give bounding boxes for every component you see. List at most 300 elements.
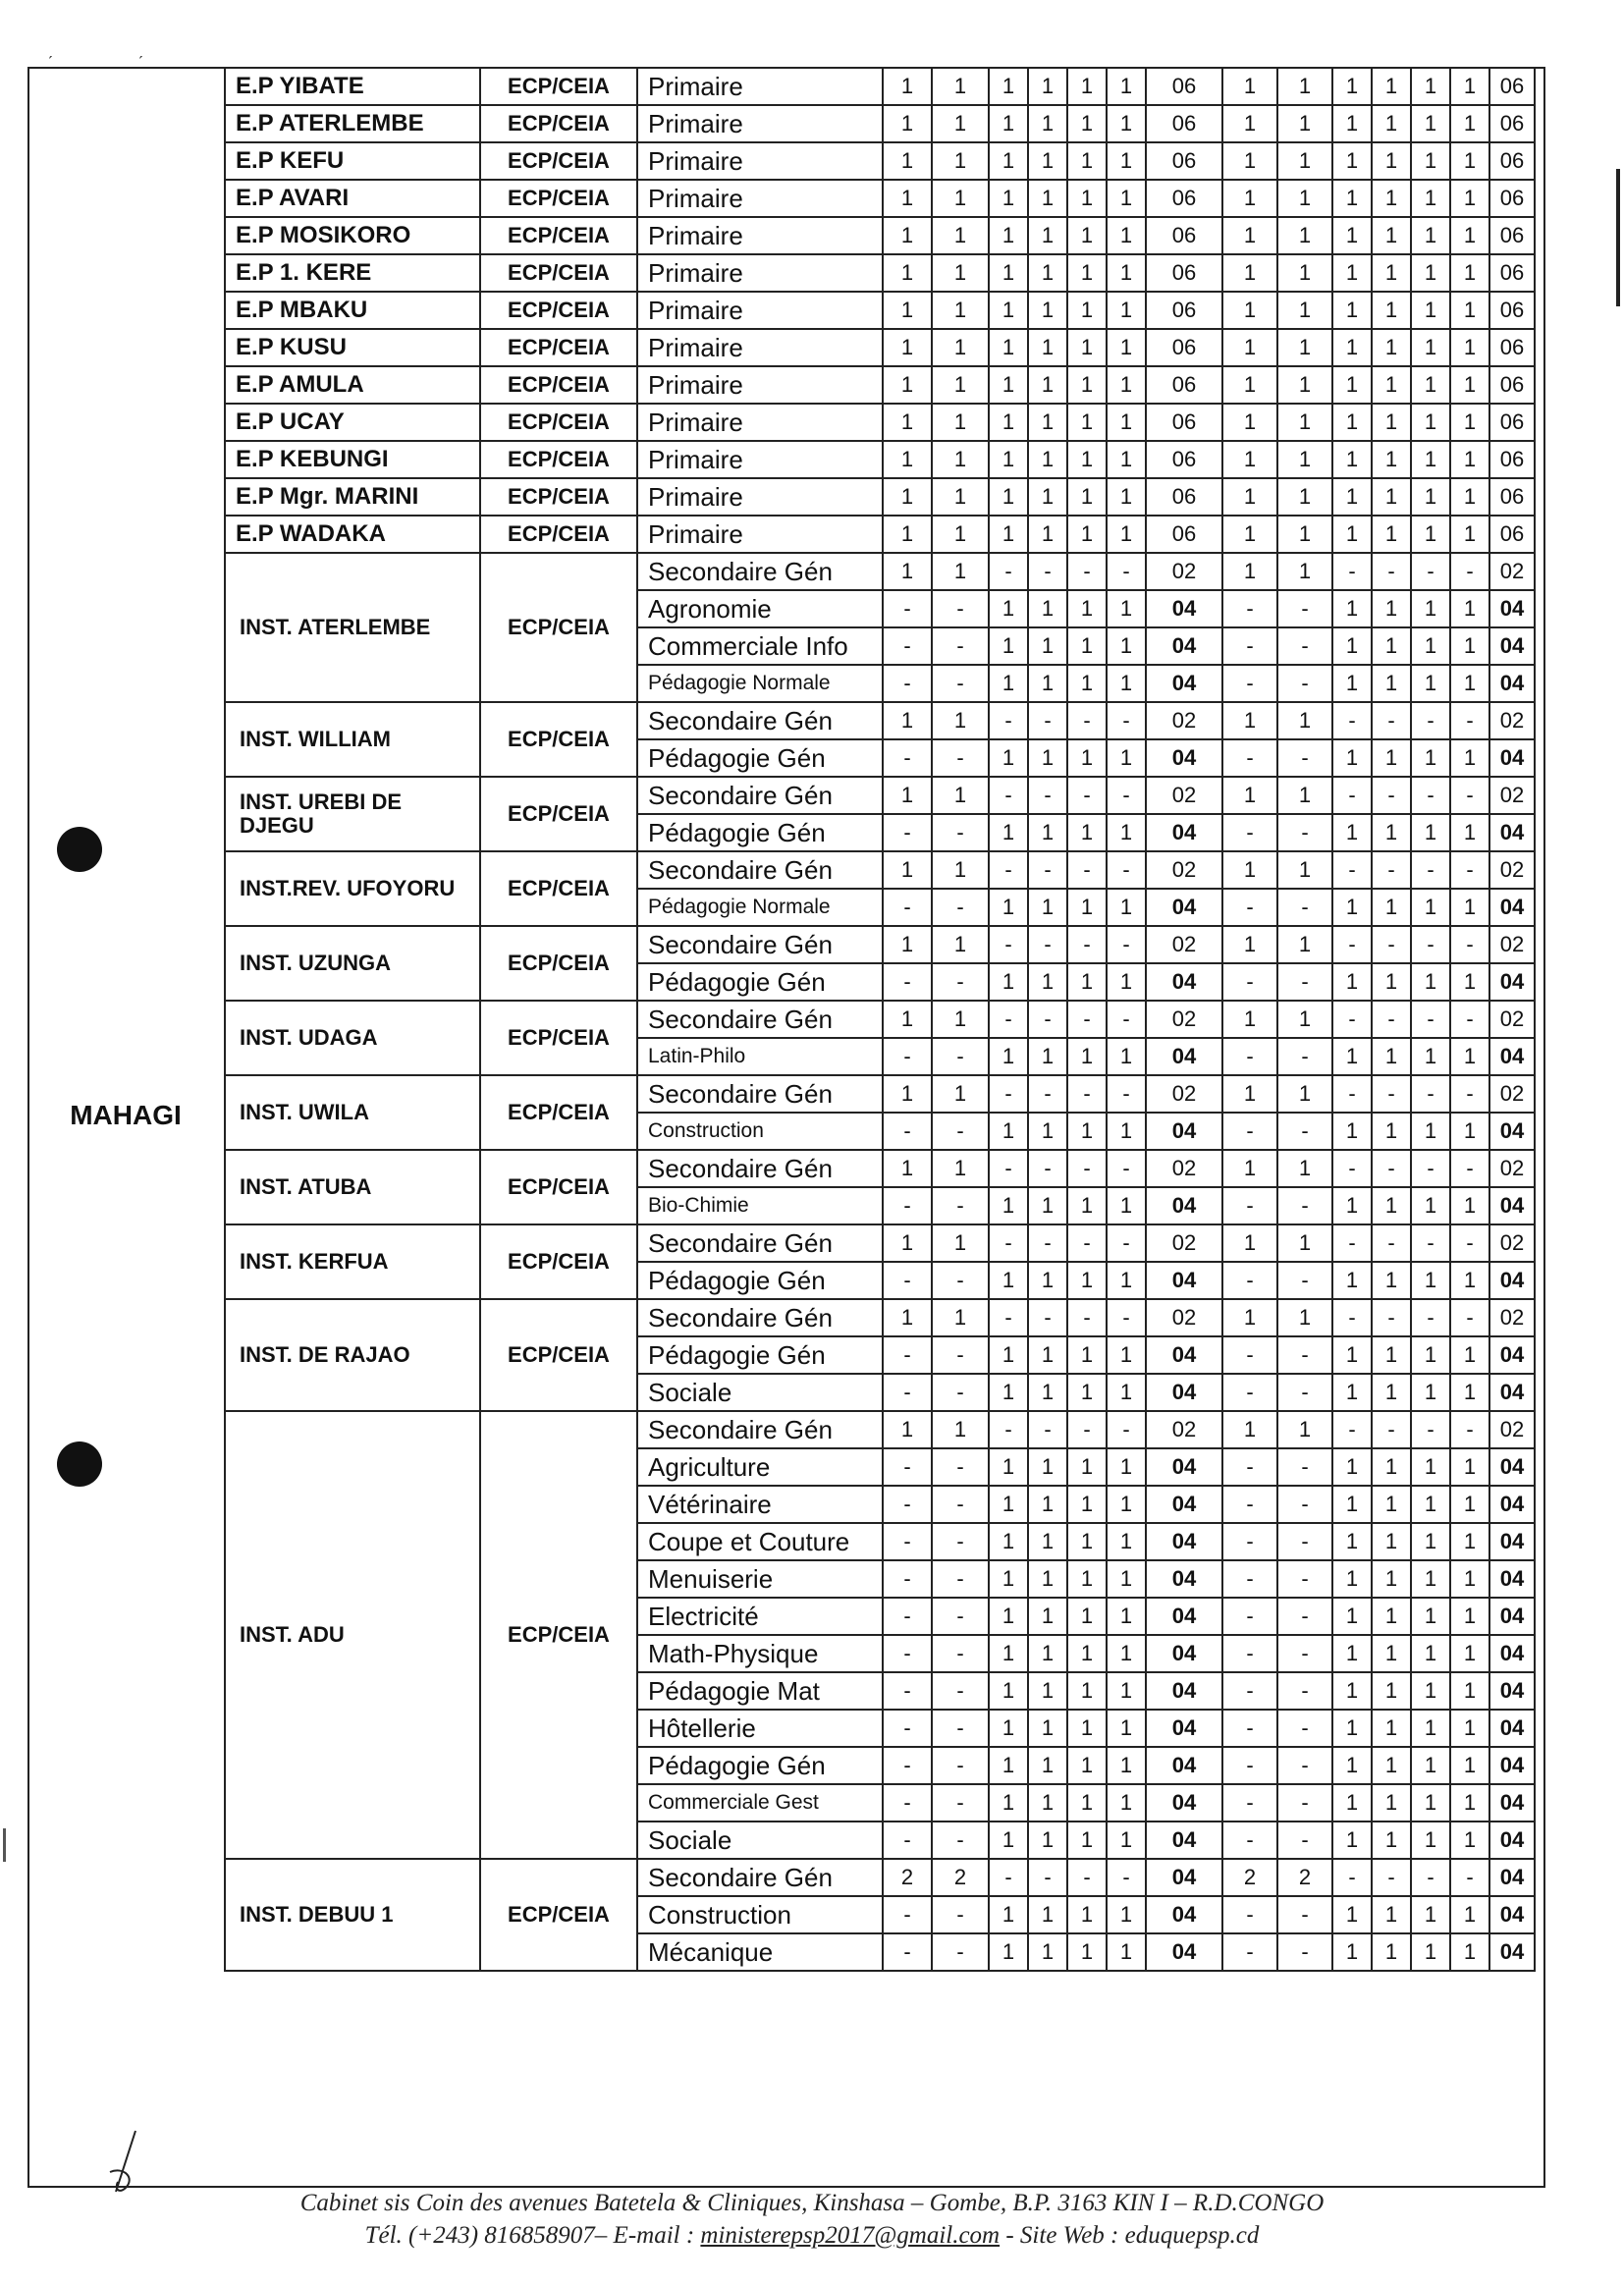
count-cell: 1: [1411, 1710, 1450, 1747]
section-cell: Primaire: [637, 404, 883, 441]
count-cell: 1: [1067, 180, 1107, 217]
table-row: [225, 329, 1535, 366]
count-cell: 1: [1332, 329, 1372, 366]
school-name-cell: INST. UREBI DE DJEGU: [225, 777, 480, 851]
total-cell: 06: [1489, 217, 1535, 254]
count-cell: 1: [1107, 1113, 1146, 1150]
section-cell: Primaire: [637, 68, 883, 105]
count-cell: 1: [1450, 105, 1489, 142]
count-cell: -: [1450, 1001, 1489, 1038]
count-cell: 1: [1107, 1448, 1146, 1486]
count-cell: 1: [1332, 180, 1372, 217]
count-cell: -: [1107, 851, 1146, 889]
count-cell: 1: [1372, 1635, 1411, 1672]
count-cell: 1: [1411, 1560, 1450, 1598]
count-cell: 1: [989, 180, 1028, 217]
count-cell: 1: [1332, 1374, 1372, 1411]
total-cell: 06: [1489, 142, 1535, 180]
count-cell: 1: [1222, 926, 1277, 963]
total-cell: 04: [1146, 590, 1222, 627]
count-cell: 1: [1107, 1710, 1146, 1747]
count-cell: 1: [989, 1336, 1028, 1374]
section-cell: Secondaire Gén: [637, 1859, 883, 1896]
count-cell: -: [883, 1038, 932, 1075]
school-type-cell: ECP/CEIA: [480, 777, 637, 851]
count-cell: 1: [1332, 627, 1372, 665]
school-type-cell: ECP/CEIA: [480, 1150, 637, 1224]
school-type-cell: ECP/CEIA: [480, 404, 637, 441]
count-cell: 1: [1028, 1187, 1067, 1224]
count-cell: -: [1372, 1411, 1411, 1448]
count-cell: -: [989, 1001, 1028, 1038]
count-cell: 1: [1411, 1486, 1450, 1523]
count-cell: -: [1028, 1411, 1067, 1448]
count-cell: -: [1277, 1187, 1332, 1224]
margin-mark: [1616, 169, 1620, 306]
total-cell: 02: [1489, 1150, 1535, 1187]
count-cell: 1: [989, 1710, 1028, 1747]
school-name-cell: E.P UCAY: [225, 404, 480, 441]
count-cell: 1: [1277, 254, 1332, 292]
count-cell: 1: [1277, 68, 1332, 105]
section-cell: Secondaire Gén: [637, 1150, 883, 1187]
count-cell: 1: [883, 1001, 932, 1038]
count-cell: -: [1222, 739, 1277, 777]
count-cell: 1: [883, 105, 932, 142]
count-cell: -: [883, 1747, 932, 1784]
count-cell: -: [1222, 1933, 1277, 1971]
count-cell: -: [1222, 1598, 1277, 1635]
count-cell: -: [1277, 1672, 1332, 1710]
section-cell: Secondaire Gén: [637, 1224, 883, 1262]
count-cell: 1: [1372, 665, 1411, 702]
count-cell: 1: [1277, 1411, 1332, 1448]
count-cell: 1: [1028, 478, 1067, 516]
count-cell: 1: [1450, 1896, 1489, 1933]
count-cell: 1: [1107, 329, 1146, 366]
count-cell: -: [1450, 777, 1489, 814]
count-cell: 1: [1107, 1598, 1146, 1635]
footer-phone: Tél. (+243) 816858907– E-mail :: [364, 2221, 701, 2249]
count-cell: 1: [989, 665, 1028, 702]
count-cell: 1: [883, 1224, 932, 1262]
count-cell: 2: [883, 1859, 932, 1896]
count-cell: 1: [1332, 1038, 1372, 1075]
count-cell: 1: [1028, 1822, 1067, 1859]
total-cell: 04: [1489, 627, 1535, 665]
count-cell: 1: [1372, 1822, 1411, 1859]
count-cell: 1: [1450, 739, 1489, 777]
count-cell: -: [1067, 553, 1107, 590]
count-cell: 1: [1277, 142, 1332, 180]
count-cell: -: [1277, 1747, 1332, 1784]
count-cell: 1: [1028, 1448, 1067, 1486]
total-cell: 02: [1146, 926, 1222, 963]
count-cell: 1: [932, 851, 989, 889]
count-cell: 1: [1222, 404, 1277, 441]
section-cell: Math-Physique: [637, 1635, 883, 1672]
school-type-cell: ECP/CEIA: [480, 851, 637, 926]
count-cell: 1: [1450, 1672, 1489, 1710]
count-cell: -: [1411, 926, 1450, 963]
count-cell: 1: [1222, 1299, 1277, 1336]
count-cell: -: [1372, 1150, 1411, 1187]
count-cell: -: [1450, 851, 1489, 889]
count-cell: 1: [1372, 366, 1411, 404]
count-cell: 1: [1028, 180, 1067, 217]
count-cell: 1: [1067, 329, 1107, 366]
count-cell: -: [1372, 777, 1411, 814]
count-cell: 1: [1411, 292, 1450, 329]
count-cell: -: [1107, 1001, 1146, 1038]
count-cell: 1: [1372, 1710, 1411, 1747]
count-cell: -: [883, 963, 932, 1001]
count-cell: 1: [1028, 1635, 1067, 1672]
table-row: [225, 142, 1535, 180]
count-cell: 1: [1411, 478, 1450, 516]
section-cell: Primaire: [637, 441, 883, 478]
table-row: [225, 553, 1535, 590]
total-cell: 04: [1489, 814, 1535, 851]
total-cell: 04: [1489, 1598, 1535, 1635]
count-cell: 1: [1028, 1486, 1067, 1523]
total-cell: 04: [1489, 1262, 1535, 1299]
count-cell: 1: [1411, 329, 1450, 366]
count-cell: 1: [1222, 105, 1277, 142]
count-cell: 1: [932, 142, 989, 180]
section-cell: Agronomie: [637, 590, 883, 627]
total-cell: 06: [1146, 254, 1222, 292]
total-cell: 04: [1489, 1374, 1535, 1411]
count-cell: 1: [1067, 105, 1107, 142]
total-cell: 06: [1146, 292, 1222, 329]
count-cell: -: [1450, 1075, 1489, 1113]
count-cell: 1: [1067, 478, 1107, 516]
total-cell: 04: [1489, 889, 1535, 926]
section-cell: Primaire: [637, 105, 883, 142]
total-cell: 04: [1146, 739, 1222, 777]
section-cell: Secondaire Gén: [637, 1001, 883, 1038]
count-cell: 1: [932, 1001, 989, 1038]
count-cell: 1: [1222, 1075, 1277, 1113]
schools-table: [224, 67, 1536, 1972]
count-cell: 1: [1372, 292, 1411, 329]
school-type-cell: ECP/CEIA: [480, 329, 637, 366]
total-cell: 04: [1146, 1187, 1222, 1224]
count-cell: 1: [883, 777, 932, 814]
count-cell: -: [932, 1710, 989, 1747]
count-cell: 1: [1372, 516, 1411, 553]
count-cell: 1: [1222, 1001, 1277, 1038]
count-cell: 1: [1067, 1747, 1107, 1784]
count-cell: 1: [1450, 254, 1489, 292]
count-cell: -: [883, 590, 932, 627]
count-cell: 1: [989, 814, 1028, 851]
total-cell: 04: [1146, 1747, 1222, 1784]
count-cell: 1: [1332, 1635, 1372, 1672]
count-cell: 1: [1372, 814, 1411, 851]
total-cell: 06: [1489, 366, 1535, 404]
school-name-cell: INST. UZUNGA: [225, 926, 480, 1001]
section-cell: Latin-Philo: [637, 1038, 883, 1075]
count-cell: -: [1277, 590, 1332, 627]
count-cell: 1: [1372, 478, 1411, 516]
count-cell: 1: [1067, 217, 1107, 254]
total-cell: 04: [1146, 963, 1222, 1001]
count-cell: 1: [1107, 627, 1146, 665]
count-cell: 1: [1222, 777, 1277, 814]
count-cell: -: [1222, 1822, 1277, 1859]
count-cell: 1: [1067, 1262, 1107, 1299]
count-cell: -: [932, 889, 989, 926]
count-cell: 1: [883, 329, 932, 366]
count-cell: -: [1332, 851, 1372, 889]
count-cell: -: [1222, 889, 1277, 926]
count-cell: -: [1222, 1710, 1277, 1747]
count-cell: 1: [1028, 739, 1067, 777]
count-cell: -: [1028, 777, 1067, 814]
count-cell: 1: [1450, 1523, 1489, 1560]
count-cell: -: [1372, 1299, 1411, 1336]
count-cell: -: [932, 627, 989, 665]
total-cell: 06: [1489, 516, 1535, 553]
count-cell: 1: [1107, 1486, 1146, 1523]
count-cell: 1: [1222, 180, 1277, 217]
count-cell: -: [1222, 1747, 1277, 1784]
count-cell: 1: [932, 292, 989, 329]
count-cell: 1: [1277, 851, 1332, 889]
count-cell: 1: [1028, 1933, 1067, 1971]
count-cell: -: [1107, 702, 1146, 739]
count-cell: -: [1277, 889, 1332, 926]
count-cell: 1: [1372, 254, 1411, 292]
count-cell: 1: [1028, 1896, 1067, 1933]
total-cell: 04: [1146, 1523, 1222, 1560]
count-cell: 1: [1107, 68, 1146, 105]
total-cell: 06: [1146, 404, 1222, 441]
count-cell: 1: [1411, 366, 1450, 404]
count-cell: 1: [1372, 1784, 1411, 1822]
total-cell: 04: [1146, 1262, 1222, 1299]
count-cell: -: [1222, 1336, 1277, 1374]
count-cell: 1: [1332, 590, 1372, 627]
footer-email-link[interactable]: ministerepsp2017@gmail.com: [700, 2221, 1001, 2249]
count-cell: -: [1332, 1224, 1372, 1262]
section-cell: Primaire: [637, 478, 883, 516]
section-cell: Pédagogie Gén: [637, 1336, 883, 1374]
count-cell: 1: [883, 68, 932, 105]
count-cell: 1: [1067, 404, 1107, 441]
count-cell: -: [1277, 1896, 1332, 1933]
count-cell: 1: [1372, 1113, 1411, 1150]
count-cell: 1: [1411, 627, 1450, 665]
school-type-cell: ECP/CEIA: [480, 478, 637, 516]
table-row: [225, 292, 1535, 329]
count-cell: -: [1332, 1411, 1372, 1448]
count-cell: 1: [1332, 68, 1372, 105]
count-cell: 1: [1067, 1635, 1107, 1672]
total-cell: 06: [1146, 441, 1222, 478]
scan-mark: ˏ: [137, 39, 143, 59]
total-cell: 04: [1489, 1710, 1535, 1747]
total-cell: 04: [1489, 590, 1535, 627]
count-cell: 1: [883, 142, 932, 180]
count-cell: 1: [1372, 739, 1411, 777]
count-cell: -: [1222, 1784, 1277, 1822]
count-cell: -: [932, 1896, 989, 1933]
count-cell: 1: [883, 516, 932, 553]
count-cell: -: [932, 1113, 989, 1150]
total-cell: 04: [1146, 1560, 1222, 1598]
total-cell: 04: [1146, 1448, 1222, 1486]
count-cell: 1: [989, 1448, 1028, 1486]
count-cell: 1: [1067, 516, 1107, 553]
count-cell: 1: [989, 516, 1028, 553]
school-name-cell: INST. UWILA: [225, 1075, 480, 1150]
count-cell: -: [1450, 1859, 1489, 1896]
count-cell: 1: [932, 516, 989, 553]
total-cell: 04: [1146, 1710, 1222, 1747]
count-cell: 1: [1332, 142, 1372, 180]
total-cell: 02: [1146, 702, 1222, 739]
count-cell: 1: [1450, 516, 1489, 553]
count-cell: 1: [1411, 180, 1450, 217]
count-cell: 1: [1332, 1896, 1372, 1933]
count-cell: -: [1277, 1598, 1332, 1635]
table-row: [225, 851, 1535, 889]
count-cell: 1: [1372, 1598, 1411, 1635]
count-cell: 1: [932, 1299, 989, 1336]
count-cell: 1: [1411, 1747, 1450, 1784]
count-cell: -: [1411, 1299, 1450, 1336]
count-cell: 1: [1028, 1038, 1067, 1075]
school-type-cell: ECP/CEIA: [480, 1001, 637, 1075]
total-cell: 06: [1489, 441, 1535, 478]
count-cell: 1: [1372, 1187, 1411, 1224]
school-name-cell: E.P YIBATE: [225, 68, 480, 105]
count-cell: 1: [1107, 366, 1146, 404]
total-cell: 06: [1146, 478, 1222, 516]
table-row: [225, 180, 1535, 217]
count-cell: 1: [1067, 292, 1107, 329]
count-cell: 1: [1028, 665, 1067, 702]
count-cell: -: [1222, 1374, 1277, 1411]
count-cell: 1: [1028, 292, 1067, 329]
section-cell: Pédagogie Gén: [637, 1262, 883, 1299]
school-name-cell: E.P 1. KERE: [225, 254, 480, 292]
count-cell: 1: [883, 180, 932, 217]
count-cell: 1: [1067, 1374, 1107, 1411]
count-cell: -: [1332, 1299, 1372, 1336]
count-cell: 1: [1067, 1523, 1107, 1560]
school-type-cell: ECP/CEIA: [480, 366, 637, 404]
total-cell: 06: [1489, 68, 1535, 105]
count-cell: 1: [1067, 1486, 1107, 1523]
count-cell: 1: [1067, 627, 1107, 665]
count-cell: 1: [1411, 1896, 1450, 1933]
count-cell: -: [989, 1299, 1028, 1336]
count-cell: 1: [1067, 1113, 1107, 1150]
count-cell: 1: [1332, 516, 1372, 553]
territory-label: MAHAGI: [70, 1100, 182, 1130]
count-cell: -: [1277, 1038, 1332, 1075]
count-cell: 1: [1277, 180, 1332, 217]
count-cell: -: [989, 777, 1028, 814]
count-cell: 1: [989, 1933, 1028, 1971]
section-cell: Vétérinaire: [637, 1486, 883, 1523]
count-cell: 1: [989, 1374, 1028, 1411]
count-cell: -: [1222, 1560, 1277, 1598]
total-cell: 02: [1146, 553, 1222, 590]
section-cell: Secondaire Gén: [637, 851, 883, 889]
count-cell: -: [932, 1523, 989, 1560]
total-cell: 02: [1146, 1001, 1222, 1038]
school-type-cell: ECP/CEIA: [480, 1075, 637, 1150]
count-cell: 1: [1067, 665, 1107, 702]
count-cell: -: [1107, 1150, 1146, 1187]
total-cell: 04: [1489, 1523, 1535, 1560]
count-cell: 1: [1107, 441, 1146, 478]
count-cell: -: [883, 627, 932, 665]
count-cell: -: [1028, 1224, 1067, 1262]
count-cell: 1: [1372, 889, 1411, 926]
count-cell: -: [1222, 665, 1277, 702]
count-cell: -: [1277, 1448, 1332, 1486]
punch-hole-icon: [57, 1441, 102, 1487]
count-cell: 1: [1411, 665, 1450, 702]
count-cell: -: [932, 1336, 989, 1374]
total-cell: 06: [1489, 180, 1535, 217]
count-cell: 1: [1107, 814, 1146, 851]
count-cell: 1: [1411, 142, 1450, 180]
count-cell: -: [1277, 1933, 1332, 1971]
count-cell: 1: [1450, 1784, 1489, 1822]
count-cell: 1: [1450, 441, 1489, 478]
count-cell: -: [1411, 1224, 1450, 1262]
count-cell: -: [932, 1933, 989, 1971]
count-cell: 1: [932, 254, 989, 292]
count-cell: 1: [989, 1598, 1028, 1635]
count-cell: -: [1277, 1784, 1332, 1822]
count-cell: 1: [932, 478, 989, 516]
table-row: [225, 1299, 1535, 1336]
count-cell: -: [883, 1933, 932, 1971]
count-cell: 1: [989, 963, 1028, 1001]
section-cell: Coupe et Couture: [637, 1523, 883, 1560]
count-cell: 2: [932, 1859, 989, 1896]
count-cell: -: [1067, 777, 1107, 814]
section-cell: Secondaire Gén: [637, 553, 883, 590]
count-cell: 1: [1067, 142, 1107, 180]
count-cell: 1: [1332, 1710, 1372, 1747]
count-cell: 1: [932, 329, 989, 366]
count-cell: 1: [1028, 329, 1067, 366]
total-cell: 04: [1489, 1113, 1535, 1150]
count-cell: 1: [1411, 739, 1450, 777]
count-cell: 1: [1028, 1672, 1067, 1710]
total-cell: 04: [1146, 1336, 1222, 1374]
count-cell: 1: [1411, 1262, 1450, 1299]
count-cell: -: [1372, 926, 1411, 963]
total-cell: 02: [1146, 1411, 1222, 1448]
count-cell: 1: [989, 1896, 1028, 1933]
count-cell: -: [1277, 665, 1332, 702]
count-cell: 1: [1450, 1262, 1489, 1299]
count-cell: 1: [1450, 68, 1489, 105]
count-cell: 1: [1107, 1336, 1146, 1374]
count-cell: -: [1028, 553, 1067, 590]
count-cell: -: [1277, 963, 1332, 1001]
